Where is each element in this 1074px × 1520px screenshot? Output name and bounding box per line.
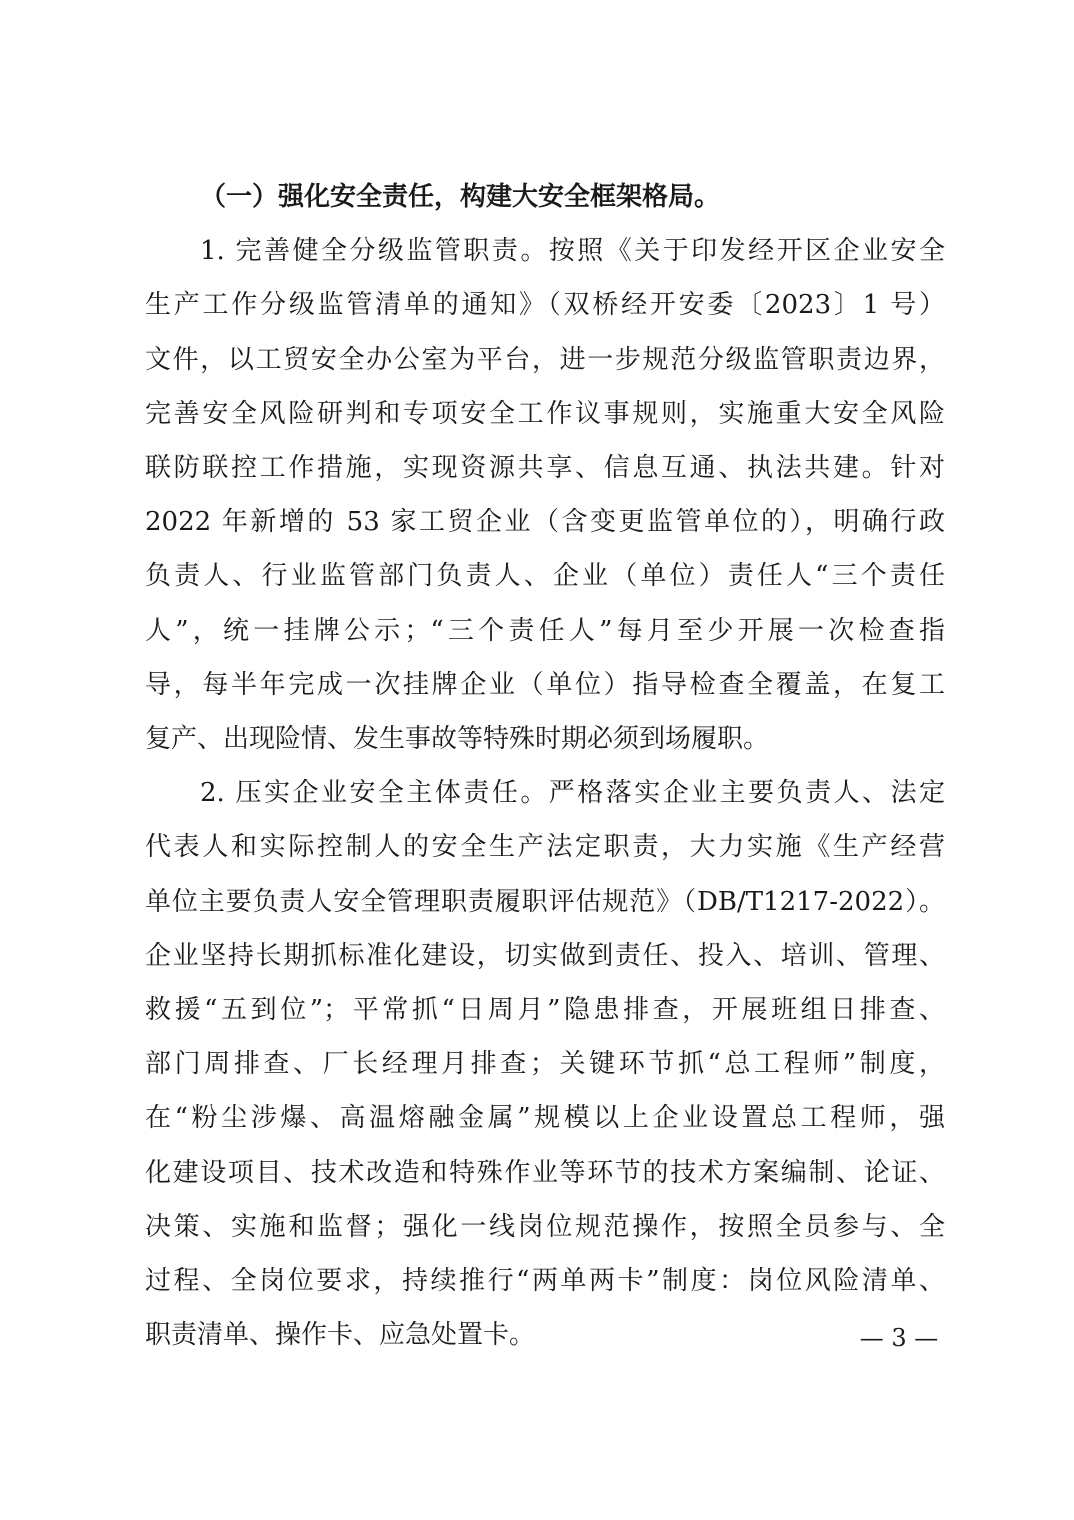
text-line: 部门周排查、厂长经理月排查；关键环节抓“总工程师”制度， xyxy=(145,1049,945,1080)
text-line: 救援“五到位”；平常抓“日周月”隐患排查，开展班组日排查、 xyxy=(145,995,945,1026)
text-line: 过程、全岗位要求，持续推行“两单两卡”制度：岗位风险清单、 xyxy=(145,1266,945,1297)
text-line: 文件，以工贸安全办公室为平台，进一步规范分级监管职责边界， xyxy=(145,344,945,375)
body-text xyxy=(145,170,945,1362)
text-line: 生产工作分级监管清单的通知》（双桥经开安委〔2023〕1 号） xyxy=(145,290,945,321)
text-line: 人”，统一挂牌公示；“三个责任人”每月至少开展一次检查指 xyxy=(145,615,945,646)
text-line: 在“粉尘涉爆、高温熔融金属”规模以上企业设置总工程师，强 xyxy=(145,1103,945,1134)
text-line: 导，每半年完成一次挂牌企业（单位）指导检查全覆盖，在复工 xyxy=(145,669,945,700)
paragraph-1 xyxy=(145,224,945,766)
text-line: 决策、实施和监督；强化一线岗位规范操作，按照全员参与、全 xyxy=(145,1211,945,1242)
text-line: 化建设项目、技术改造和特殊作业等环节的技术方案编制、论证、 xyxy=(145,1157,945,1188)
text-line: 复产、出现险情、发生事故等特殊时期必须到场履职。 xyxy=(145,724,770,755)
text-line: 职责清单、操作卡、应急处置卡。 xyxy=(145,1320,536,1351)
text-line: 联防联控工作措施，实现资源共享、信息互通、执法共建。针对 xyxy=(145,453,945,484)
paragraph-2 xyxy=(145,766,945,1362)
text-line: 2022 年新增的 53 家工贸企业（含变更监管单位的），明确行政 xyxy=(145,507,945,538)
text-line: 负责人、行业监管部门负责人、企业（单位）责任人“三个责任 xyxy=(145,561,945,592)
text-line: 企业坚持长期抓标准化建设，切实做到责任、投入、培训、管理、 xyxy=(145,940,945,971)
text-line: 1. 完善健全分级监管职责。按照《关于印发经开区企业安全 xyxy=(200,236,945,267)
text-line: 代表人和实际控制人的安全生产法定职责，大力实施《生产经营 xyxy=(145,832,945,863)
text-line: 2. 压实企业安全主体责任。严格落实企业主要负责人、法定 xyxy=(200,778,945,809)
section-heading: （一）强化安全责任，构建大安全框架格局。 xyxy=(200,182,721,212)
text-line: 完善安全风险研判和专项安全工作议事规则，实施重大安全风险 xyxy=(145,398,945,429)
text-line: 单位主要负责人安全管理职责履职评估规范》（DB/T1217-2022）。 xyxy=(145,886,945,917)
page-number: — 3 — xyxy=(859,1324,939,1352)
